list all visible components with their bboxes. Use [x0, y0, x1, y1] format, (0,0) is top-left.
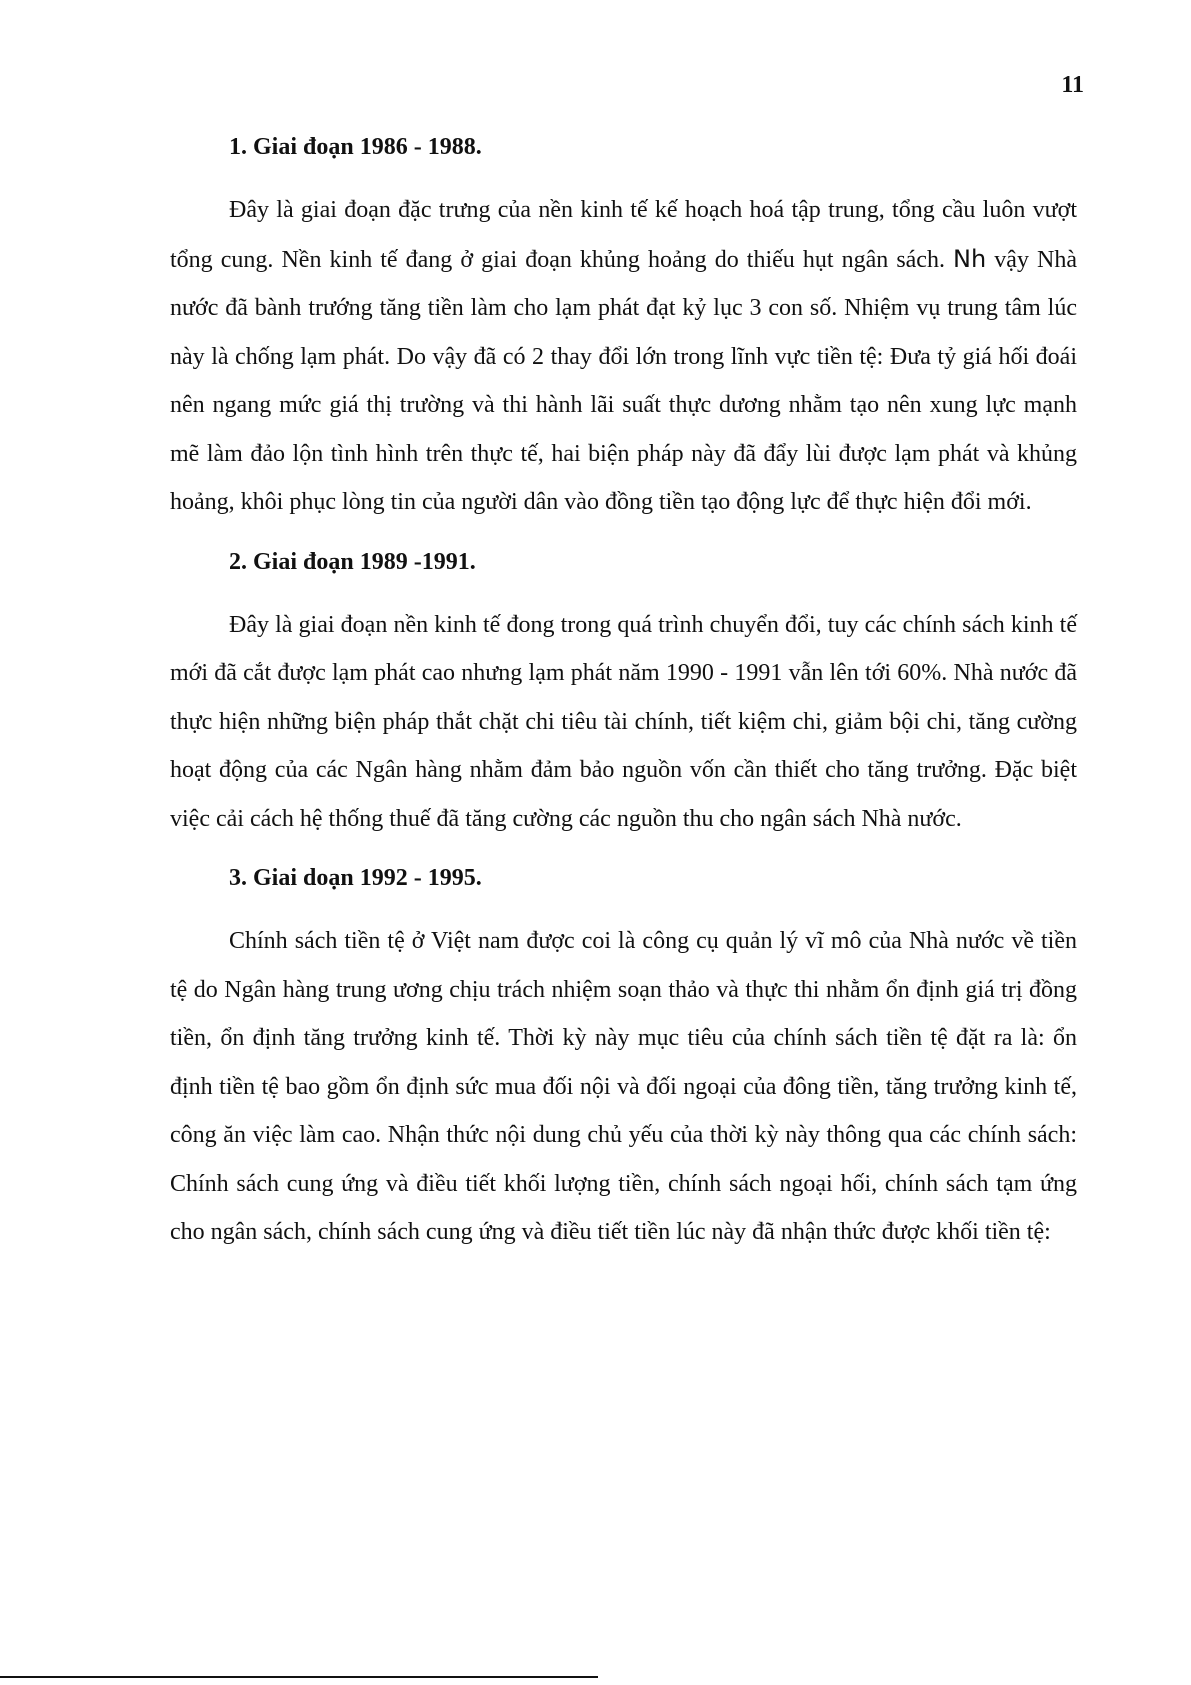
footer-divider: [0, 1676, 598, 1678]
section-3: [170, 861, 1077, 1257]
document-body: [170, 130, 1077, 1275]
section-1: [170, 130, 1077, 527]
section-2: [170, 545, 1077, 844]
section-heading: 1. Giai đoạn 1986 - 1988.: [229, 134, 482, 160]
section-paragraph: Chính sách tiền tệ ở Việt nam được coi là công cụ quản lý vĩ mô của Nhà nước về tiền tệ do Ngân hàng trung ương chịu trách nhiệm soạn thảo và thực thi nhằm ổn định giá trị đồng tiền, ổn định tăng trưởng kinh tế. Thời kỳ này mục tiêu của chính sách tiền tệ đặt ra là: ổn định tiền tệ bao gồm ổn định sức mua đối nội và đối ngoại của đông tiền, tăng trưởng kinh tế, công ăn việc làm cao. Nhận thức nội dung chủ yếu của thời kỳ này thông qua các chính sách: Chính sách cung ứng và điều tiết khối lượng tiền, chính sách ngoại hối, chính sách tạm ứng cho ngân sách, chính sách cung ứng và điều tiết tiền lúc này đã nhận thức được khối tiền tệ:: [170, 928, 1077, 1245]
section-paragraph: [170, 186, 1077, 527]
paragraph-text: Đây là giai đoạn đặc trưng của nền kinh tế kế hoạch hoá tập trung, tổng cầu luôn vượt tổng cung. Nền kinh tế đang ở giai đoạn khủng hoảng do thiếu hụt ngân sách.: [170, 197, 1077, 273]
section-heading: 2. Giai đoạn 1989 -1991.: [229, 548, 476, 575]
paragraph-text: vậy Nhà nước đã bành trướng tăng tiền làm cho lạm phát đạt kỷ lục 3 con số. Nhiệm vụ trung tâm lúc này là chống lạm phát. Do vậy đã có 2 thay đổi lớn trong lĩnh vực tiền tệ: Đưa tỷ giá hối đoái nên ngang mức giá thị trường và thi hành lãi suất thực dương nhằm tạo nên xung lực mạnh mẽ làm đảo lộn tình hình trên thực tế, hai biện pháp này đã đẩy lùi được lạm phát và khủng hoảng, khôi phục lòng tin của người dân vào đồng tiền tạo động lực để thực hiện đổi mới.: [170, 246, 1077, 515]
paragraph-text-sans-fragment: Nh: [953, 244, 987, 273]
page-number: 11: [1061, 72, 1084, 98]
section-paragraph: Đây là giai đoạn nền kinh tế đong trong quá trình chuyển đổi, tuy các chính sách kinh tế mới đã cắt được lạm phát cao nhưng lạm phát năm 1990 - 1991 vẫn lên tới 60%. Nhà nước đã thực hiện những biện pháp thắt chặt chi tiêu tài chính, tiết kiệm chi, giảm bội chi, tăng cường hoạt động của các Ngân hàng nhằm đảm bảo nguồn vốn cần thiết cho tăng trưởng. Đặc biệt việc cải cách hệ thống thuế đã tăng cường các nguồn thu cho ngân sách Nhà nước.: [170, 611, 1077, 832]
section-heading: 3. Giai doạn 1992 - 1995.: [229, 865, 482, 891]
